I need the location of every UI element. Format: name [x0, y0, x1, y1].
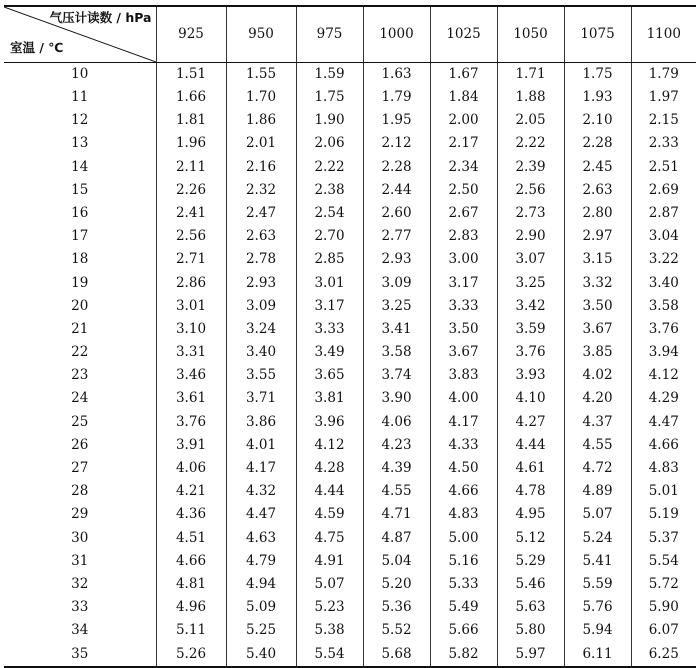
value-cell: 2.22: [497, 133, 564, 156]
value-cell: 2.34: [430, 156, 497, 179]
value-cell: 2.05: [497, 109, 564, 132]
table-row: [4, 156, 696, 179]
value-cell: 4.78: [497, 480, 564, 503]
value-cell: 3.76: [631, 318, 696, 341]
pressure-header: 1025: [430, 6, 497, 63]
table-row: [4, 364, 696, 387]
value-cell: 2.80: [564, 202, 631, 225]
value-cell: 5.63: [497, 596, 564, 619]
value-cell: 4.06: [363, 411, 430, 434]
value-cell: 1.88: [497, 86, 564, 109]
value-cell: 2.01: [226, 133, 296, 156]
value-cell: 3.58: [363, 341, 430, 364]
value-cell: 4.72: [564, 457, 631, 480]
value-cell: 2.83: [430, 225, 497, 248]
value-cell: 5.23: [296, 596, 363, 619]
value-cell: 5.04: [363, 550, 430, 573]
value-cell: 5.49: [430, 596, 497, 619]
temperature-cell: 18: [71, 251, 89, 268]
value-cell: 3.61: [156, 388, 226, 411]
value-cell: 2.26: [156, 179, 226, 202]
value-cell: 4.33: [430, 434, 497, 457]
temperature-axis-label: 室温 / ℃: [10, 39, 64, 55]
value-cell: 1.79: [363, 86, 430, 109]
value-cell: 5.52: [363, 620, 430, 643]
value-cell: 4.89: [564, 480, 631, 503]
value-cell: 4.75: [296, 527, 363, 550]
table-row: [4, 133, 696, 156]
value-cell: 2.28: [564, 133, 631, 156]
value-cell: 5.11: [156, 620, 226, 643]
value-cell: 5.54: [631, 550, 696, 573]
table-header: [4, 6, 696, 63]
value-cell: 3.33: [296, 318, 363, 341]
temperature-cell: 35: [4, 643, 156, 667]
value-cell: 2.10: [564, 109, 631, 132]
value-cell: 4.39: [363, 457, 430, 480]
value-cell: 2.38: [296, 179, 363, 202]
value-cell: 1.70: [226, 86, 296, 109]
value-cell: 2.93: [363, 249, 430, 272]
value-cell: 5.41: [564, 550, 631, 573]
value-cell: 2.90: [497, 225, 564, 248]
table-row: [4, 620, 696, 643]
value-cell: 2.97: [564, 225, 631, 248]
value-cell: 3.07: [497, 249, 564, 272]
value-cell: 4.12: [631, 364, 696, 387]
temperature-cell: 14: [71, 158, 89, 175]
value-cell: 4.36: [156, 504, 226, 527]
value-cell: 4.66: [156, 550, 226, 573]
value-cell: 3.42: [497, 295, 564, 318]
value-cell: 4.66: [430, 480, 497, 503]
value-cell: 1.63: [363, 63, 430, 87]
value-cell: 4.00: [430, 388, 497, 411]
value-cell: 4.83: [430, 504, 497, 527]
value-cell: 4.17: [226, 457, 296, 480]
temperature-cell: 10: [71, 65, 89, 82]
value-cell: 2.15: [631, 109, 696, 132]
temperature-cell: 28: [71, 483, 89, 500]
value-cell: 5.40: [226, 643, 296, 667]
value-cell: 4.10: [497, 388, 564, 411]
value-cell: 3.33: [430, 295, 497, 318]
temperature-cell: 20: [71, 297, 89, 314]
value-cell: 3.09: [363, 272, 430, 295]
temperature-cell: 31: [71, 552, 89, 569]
value-cell: 5.20: [363, 573, 430, 596]
value-cell: 5.66: [430, 620, 497, 643]
value-cell: 5.72: [631, 573, 696, 596]
value-cell: 3.01: [156, 295, 226, 318]
table-row: [4, 86, 696, 109]
value-cell: 5.19: [631, 504, 696, 527]
table-row: [4, 480, 696, 503]
value-cell: 4.29: [631, 388, 696, 411]
value-cell: 2.70: [296, 225, 363, 248]
value-cell: 2.63: [226, 225, 296, 248]
value-cell: 2.45: [564, 156, 631, 179]
value-cell: 1.55: [226, 63, 296, 87]
value-cell: 4.23: [363, 434, 430, 457]
temperature-cell: 13: [71, 135, 89, 152]
value-cell: 2.44: [363, 179, 430, 202]
value-cell: 2.50: [430, 179, 497, 202]
value-cell: 3.83: [430, 364, 497, 387]
value-cell: 4.37: [564, 411, 631, 434]
table-row: [4, 272, 696, 295]
temperature-cell: 17: [71, 228, 89, 245]
value-cell: 4.44: [497, 434, 564, 457]
value-cell: 2.54: [296, 202, 363, 225]
value-cell: 4.51: [156, 527, 226, 550]
value-cell: 5.38: [296, 620, 363, 643]
value-cell: 3.93: [497, 364, 564, 387]
value-cell: 1.75: [564, 63, 631, 87]
value-cell: 1.97: [631, 86, 696, 109]
temperature-cell: 12: [71, 112, 89, 129]
table-row: [4, 341, 696, 364]
value-cell: 2.28: [363, 156, 430, 179]
value-cell: 5.94: [564, 620, 631, 643]
value-cell: 1.86: [226, 109, 296, 132]
value-cell: 4.96: [156, 596, 226, 619]
table-row: [4, 550, 696, 573]
value-cell: 2.17: [430, 133, 497, 156]
value-cell: 5.00: [430, 527, 497, 550]
table-row: [4, 573, 696, 596]
table-row: [4, 249, 696, 272]
value-cell: 4.71: [363, 504, 430, 527]
value-cell: 3.50: [564, 295, 631, 318]
value-cell: 3.17: [296, 295, 363, 318]
temperature-cell: 16: [71, 204, 89, 221]
table-row: [4, 434, 696, 457]
value-cell: 2.69: [631, 179, 696, 202]
table-row: [4, 225, 696, 248]
value-cell: 4.01: [226, 434, 296, 457]
value-cell: 3.31: [156, 341, 226, 364]
value-cell: 2.12: [363, 133, 430, 156]
temperature-cell: 23: [71, 367, 89, 384]
value-cell: 1.51: [156, 63, 226, 87]
value-cell: 1.71: [497, 63, 564, 87]
value-cell: 3.94: [631, 341, 696, 364]
value-cell: 1.75: [296, 86, 363, 109]
value-cell: 3.85: [564, 341, 631, 364]
value-cell: 4.91: [296, 550, 363, 573]
value-cell: 3.91: [156, 434, 226, 457]
table-row: [4, 318, 696, 341]
value-cell: 3.76: [156, 411, 226, 434]
value-cell: 2.39: [497, 156, 564, 179]
table-row: [4, 504, 696, 527]
value-cell: 4.28: [296, 457, 363, 480]
temperature-cell: 19: [71, 274, 89, 291]
value-cell: 1.90: [296, 109, 363, 132]
table-row: [4, 109, 696, 132]
value-cell: 2.56: [497, 179, 564, 202]
value-cell: 3.25: [497, 272, 564, 295]
pressure-header: 1000: [363, 6, 430, 63]
value-cell: 2.63: [564, 179, 631, 202]
table-row: [4, 388, 696, 411]
value-cell: 2.51: [631, 156, 696, 179]
value-cell: 2.22: [296, 156, 363, 179]
value-cell: 5.24: [564, 527, 631, 550]
value-cell: 3.17: [430, 272, 497, 295]
value-cell: 3.71: [226, 388, 296, 411]
temperature-cell: 21: [71, 320, 89, 337]
temperature-cell: 27: [71, 460, 89, 477]
value-cell: 4.27: [497, 411, 564, 434]
table-row: [4, 457, 696, 480]
value-cell: 3.90: [363, 388, 430, 411]
value-cell: 4.63: [226, 527, 296, 550]
pressure-header: 1100: [631, 6, 696, 63]
value-cell: 3.25: [363, 295, 430, 318]
table-row: [4, 179, 696, 202]
temperature-cell: 34: [71, 622, 89, 639]
value-cell: 1.96: [156, 133, 226, 156]
value-cell: 5.80: [497, 620, 564, 643]
value-cell: 3.49: [296, 341, 363, 364]
value-cell: 1.79: [631, 63, 696, 87]
value-cell: 5.09: [226, 596, 296, 619]
value-cell: 2.85: [296, 249, 363, 272]
temperature-cell: 11: [71, 89, 89, 106]
pressure-header: 1075: [564, 6, 631, 63]
value-cell: 4.17: [430, 411, 497, 434]
value-cell: 3.04: [631, 225, 696, 248]
value-cell: 4.94: [226, 573, 296, 596]
value-cell: 3.46: [156, 364, 226, 387]
value-cell: 2.16: [226, 156, 296, 179]
value-cell: 1.81: [156, 109, 226, 132]
value-cell: 4.81: [156, 573, 226, 596]
value-cell: 2.32: [226, 179, 296, 202]
value-cell: 5.12: [497, 527, 564, 550]
value-cell: 5.16: [430, 550, 497, 573]
table-row: [4, 596, 696, 619]
value-cell: 4.44: [296, 480, 363, 503]
value-cell: 5.07: [296, 573, 363, 596]
value-cell: 3.55: [226, 364, 296, 387]
pressure-header: 925: [156, 6, 226, 63]
temperature-cell: 22: [71, 344, 89, 361]
value-cell: 4.20: [564, 388, 631, 411]
temperature-cell: 32: [71, 575, 89, 592]
value-cell: 5.76: [564, 596, 631, 619]
value-cell: 2.67: [430, 202, 497, 225]
value-cell: 3.01: [296, 272, 363, 295]
value-cell: 1.95: [363, 109, 430, 132]
value-cell: 4.12: [296, 434, 363, 457]
value-cell: 4.21: [156, 480, 226, 503]
value-cell: 3.50: [430, 318, 497, 341]
value-cell: 3.40: [226, 341, 296, 364]
value-cell: 3.09: [226, 295, 296, 318]
value-cell: 1.59: [296, 63, 363, 87]
value-cell: 5.01: [631, 480, 696, 503]
value-cell: 4.83: [631, 457, 696, 480]
value-cell: 4.02: [564, 364, 631, 387]
temperature-cell: 33: [71, 599, 89, 616]
value-cell: 4.47: [631, 411, 696, 434]
table-row: [4, 527, 696, 550]
value-cell: 3.67: [564, 318, 631, 341]
value-cell: 3.67: [430, 341, 497, 364]
value-cell: 2.33: [631, 133, 696, 156]
value-cell: 3.10: [156, 318, 226, 341]
value-cell: 2.93: [226, 272, 296, 295]
value-cell: 4.61: [497, 457, 564, 480]
value-cell: 1.84: [430, 86, 497, 109]
temperature-cell: 30: [71, 529, 89, 546]
table-row: [4, 411, 696, 434]
value-cell: 1.66: [156, 86, 226, 109]
value-cell: 5.29: [497, 550, 564, 573]
table-row: [4, 202, 696, 225]
value-cell: 5.46: [497, 573, 564, 596]
value-cell: 5.59: [564, 573, 631, 596]
temperature-cell: 29: [71, 506, 89, 523]
header-row: [4, 6, 696, 63]
value-cell: 2.86: [156, 272, 226, 295]
value-cell: 2.56: [156, 225, 226, 248]
table-body: [4, 63, 696, 667]
value-cell: 4.06: [156, 457, 226, 480]
value-cell: 6.07: [631, 620, 696, 643]
correction-table: [4, 5, 696, 668]
value-cell: 5.68: [363, 643, 430, 667]
value-cell: 3.74: [363, 364, 430, 387]
value-cell: 5.97: [497, 643, 564, 667]
value-cell: 3.59: [497, 318, 564, 341]
value-cell: 2.77: [363, 225, 430, 248]
value-cell: 6.11: [564, 643, 631, 667]
table-row: [4, 295, 696, 318]
value-cell: 4.95: [497, 504, 564, 527]
value-cell: 4.50: [430, 457, 497, 480]
value-cell: 1.93: [564, 86, 631, 109]
value-cell: 2.78: [226, 249, 296, 272]
pressure-header: 1050: [497, 6, 564, 63]
value-cell: 3.76: [497, 341, 564, 364]
value-cell: 2.00: [430, 109, 497, 132]
value-cell: 2.47: [226, 202, 296, 225]
value-cell: 4.47: [226, 504, 296, 527]
value-cell: 5.36: [363, 596, 430, 619]
value-cell: 4.55: [564, 434, 631, 457]
pressure-header: 975: [296, 6, 363, 63]
temperature-cell: 15: [71, 181, 89, 198]
value-cell: 2.71: [156, 249, 226, 272]
value-cell: 3.22: [631, 249, 696, 272]
value-cell: 3.32: [564, 272, 631, 295]
value-cell: 6.25: [631, 643, 696, 667]
table-row: [4, 643, 696, 667]
value-cell: 3.41: [363, 318, 430, 341]
value-cell: 2.06: [296, 133, 363, 156]
value-cell: 4.79: [226, 550, 296, 573]
value-cell: 3.96: [296, 411, 363, 434]
value-cell: 3.58: [631, 295, 696, 318]
value-cell: 3.15: [564, 249, 631, 272]
value-cell: 4.87: [363, 527, 430, 550]
value-cell: 2.60: [363, 202, 430, 225]
value-cell: 5.82: [430, 643, 497, 667]
value-cell: 5.07: [564, 504, 631, 527]
value-cell: 2.73: [497, 202, 564, 225]
value-cell: 3.00: [430, 249, 497, 272]
table-row: [4, 63, 696, 87]
value-cell: 3.40: [631, 272, 696, 295]
value-cell: 4.66: [631, 434, 696, 457]
value-cell: 3.24: [226, 318, 296, 341]
value-cell: 4.55: [363, 480, 430, 503]
value-cell: 3.65: [296, 364, 363, 387]
value-cell: 5.33: [430, 573, 497, 596]
value-cell: 5.26: [156, 643, 226, 667]
value-cell: 3.86: [226, 411, 296, 434]
value-cell: 2.41: [156, 202, 226, 225]
temperature-cell: 26: [71, 436, 89, 453]
temperature-cell: 24: [71, 390, 89, 407]
value-cell: 5.54: [296, 643, 363, 667]
value-cell: 5.90: [631, 596, 696, 619]
value-cell: 2.11: [156, 156, 226, 179]
value-cell: 4.32: [226, 480, 296, 503]
value-cell: 5.25: [226, 620, 296, 643]
value-cell: 1.67: [430, 63, 497, 87]
value-cell: 5.37: [631, 527, 696, 550]
value-cell: 4.59: [296, 504, 363, 527]
temperature-cell: 25: [71, 413, 89, 430]
value-cell: 2.87: [631, 202, 696, 225]
pressure-axis-label: 气压计读数 / hPa: [49, 10, 152, 25]
corner-header-cell: [4, 6, 156, 63]
pressure-header: 950: [226, 6, 296, 63]
value-cell: 3.81: [296, 388, 363, 411]
